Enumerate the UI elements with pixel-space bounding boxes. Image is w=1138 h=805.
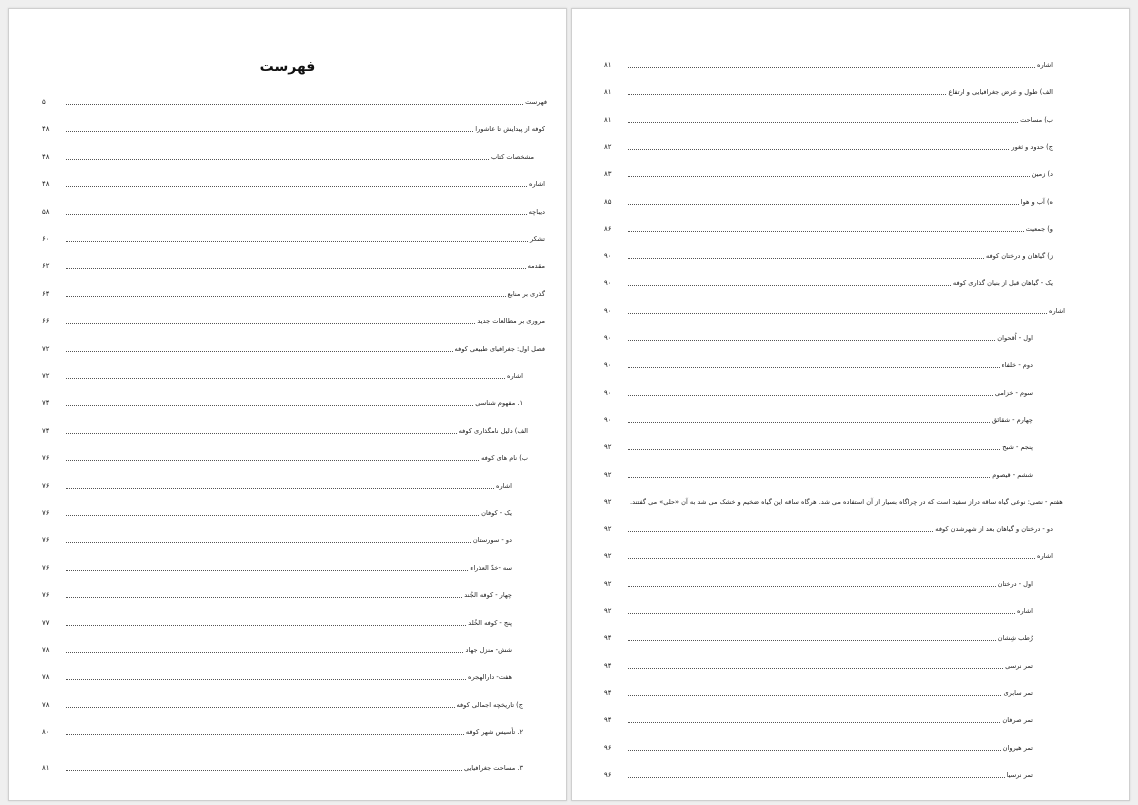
toc-entry[interactable] xyxy=(42,422,528,436)
dotted-leader xyxy=(66,131,473,132)
dotted-leader xyxy=(628,695,1001,696)
toc-entry[interactable] xyxy=(604,329,1033,343)
toc-entry[interactable] xyxy=(42,449,528,463)
toc-page-number: ۵۸ xyxy=(42,207,50,216)
toc-entry-label: چهار - کوفه الجُند xyxy=(464,591,512,600)
toc-page-number: ۶۲ xyxy=(42,262,50,271)
toc-page-number: ۹۴ xyxy=(604,688,612,697)
dotted-leader xyxy=(66,268,526,269)
toc-entry-label: پنج - کوفه الخُلد xyxy=(468,618,512,627)
toc-page-number: ۹۲ xyxy=(604,607,612,615)
toc-entry-label: اشاره xyxy=(528,180,545,189)
dotted-leader xyxy=(628,395,993,396)
toc-entry-label: اول - درختان xyxy=(997,579,1033,588)
toc-entry[interactable] xyxy=(604,493,1063,507)
toc-entry[interactable] xyxy=(42,175,545,189)
toc-page-number: ۷۶ xyxy=(42,536,50,545)
dotted-leader xyxy=(66,351,453,352)
toc-entry[interactable] xyxy=(604,547,1053,561)
dotted-leader xyxy=(66,186,527,187)
toc-entry-label: اشاره xyxy=(1036,61,1053,69)
dotted-leader xyxy=(66,214,527,215)
toc-page-number: ۸۱ xyxy=(604,61,612,69)
dotted-leader xyxy=(628,777,1005,778)
dotted-leader xyxy=(66,378,505,379)
dotted-leader xyxy=(628,750,1001,751)
dotted-leader xyxy=(66,570,468,571)
toc-entry-label: ج) حدود و ثغور xyxy=(1011,142,1053,151)
toc-entry-label: رُطب شِشان xyxy=(997,634,1033,643)
toc-entry[interactable] xyxy=(42,559,512,573)
dotted-leader xyxy=(628,613,1015,614)
toc-entry-label: ز) گیاهان و درختان کوفه xyxy=(985,252,1053,261)
dotted-leader xyxy=(66,159,489,160)
dotted-leader xyxy=(628,204,1019,205)
dotted-leader xyxy=(628,367,1000,368)
dotted-leader xyxy=(66,433,457,434)
toc-entry[interactable] xyxy=(42,759,523,773)
toc-entry-label: مقدمه xyxy=(527,262,545,271)
dotted-leader xyxy=(66,770,462,771)
toc-entry-label: ششم - قیصوم xyxy=(992,470,1033,479)
toc-page-number: ۹۶ xyxy=(604,770,612,779)
toc-entry-label: تمر نرسیا xyxy=(1006,770,1033,779)
toc-page-number: ۶۶ xyxy=(42,317,50,326)
toc-entry-label: اشاره xyxy=(1048,306,1065,315)
toc-entry[interactable] xyxy=(604,56,1053,70)
toc-page-number: ۹۴ xyxy=(604,661,612,670)
toc-entry-label: تمر سابری xyxy=(1003,688,1033,697)
toc-entry-label: دو - سورستان xyxy=(472,536,512,545)
toc-entry[interactable] xyxy=(604,739,1033,753)
toc-entry[interactable] xyxy=(42,394,523,408)
toc-page-number: ۷۴ xyxy=(42,426,50,435)
toc-entry[interactable] xyxy=(42,641,512,655)
dotted-leader xyxy=(628,722,1000,723)
dotted-leader xyxy=(66,542,471,543)
toc-entry[interactable] xyxy=(42,367,523,381)
toc-entry[interactable] xyxy=(604,766,1033,780)
dotted-leader xyxy=(66,296,506,297)
dotted-leader xyxy=(628,94,946,95)
toc-page-number: ۴۸ xyxy=(42,125,50,134)
toc-entry[interactable] xyxy=(604,629,1033,643)
dotted-leader xyxy=(628,668,1003,669)
toc-entry-label: دیباچه xyxy=(528,207,545,216)
toc-entry[interactable] xyxy=(42,203,545,217)
toc-entry-label: مشخصات کتاب xyxy=(490,152,534,161)
toc-entry-label: ۳. مساحت جغرافیایی xyxy=(463,763,523,772)
toc-entry[interactable] xyxy=(42,148,534,162)
toc-entry[interactable] xyxy=(604,220,1053,234)
toc-entry[interactable] xyxy=(42,257,545,271)
dotted-leader xyxy=(628,340,995,341)
toc-entry-label: مروری بر مطالعات جدید xyxy=(477,317,545,326)
dotted-leader xyxy=(628,531,933,532)
toc-entry[interactable] xyxy=(604,684,1033,698)
toc-entry[interactable] xyxy=(42,696,523,710)
toc-entry-label: اشاره xyxy=(506,372,523,380)
toc-page-number: ۹۲ xyxy=(604,552,612,561)
toc-entry[interactable] xyxy=(604,111,1053,125)
toc-page-number: ۷۲ xyxy=(42,344,50,353)
dotted-leader xyxy=(628,640,996,641)
toc-entry-label: هفت- دارالهجره xyxy=(468,673,512,682)
toc-entry-label: اول - اُقحوان xyxy=(997,334,1033,342)
dotted-leader xyxy=(66,707,455,708)
toc-entry[interactable] xyxy=(604,520,1053,534)
toc-entry[interactable] xyxy=(604,575,1033,589)
toc-entry[interactable] xyxy=(42,230,545,244)
toc-entry[interactable] xyxy=(604,138,1053,152)
toc-entry[interactable] xyxy=(42,668,512,682)
toc-page-number: ۹۰ xyxy=(604,334,612,342)
toc-page-number: ۹۲ xyxy=(604,579,612,588)
dotted-leader xyxy=(628,231,1024,232)
toc-page-number: ۸۱ xyxy=(604,88,612,97)
dotted-leader xyxy=(66,679,466,680)
toc-page-number: ۷۶ xyxy=(42,591,50,600)
toc-entry-label: ه) آب و هوا xyxy=(1020,197,1053,206)
toc-entry-label: الف) دلیل نامگذاری کوفه xyxy=(458,426,528,435)
toc-entry-label: شش- منزل جهاد xyxy=(465,646,512,654)
dotted-leader xyxy=(66,488,494,489)
dotted-leader xyxy=(66,460,479,461)
toc-page-number: ۹۶ xyxy=(604,743,612,752)
toc-entry[interactable] xyxy=(42,723,523,737)
dotted-leader xyxy=(66,104,523,105)
toc-page-number: ۹۴ xyxy=(604,634,612,643)
page-title: فهرست xyxy=(259,59,316,75)
toc-page-number: ۷۴ xyxy=(42,399,50,408)
toc-entry-label: اشاره xyxy=(1036,552,1053,561)
toc-entry[interactable] xyxy=(604,711,1033,725)
toc-page-right xyxy=(571,8,1130,801)
dotted-leader xyxy=(628,422,990,423)
toc-entry[interactable] xyxy=(604,165,1053,179)
toc-page-number: ۸۲ xyxy=(604,142,612,151)
toc-entry-label: پنجم - شیح xyxy=(1002,443,1033,452)
dotted-leader xyxy=(628,477,990,478)
dotted-leader xyxy=(66,515,479,516)
toc-entry-label: د) زمین xyxy=(1031,170,1053,179)
toc-entry[interactable] xyxy=(604,602,1033,616)
toc-entry[interactable] xyxy=(42,120,545,134)
toc-page-number: ۷۸ xyxy=(42,673,50,682)
toc-entry-label: اشاره xyxy=(495,481,512,490)
toc-entry-label: یک - کوفان xyxy=(481,509,512,517)
dotted-leader xyxy=(66,405,473,406)
toc-entry[interactable] xyxy=(42,614,512,628)
dotted-leader xyxy=(628,122,1018,123)
toc-entry[interactable] xyxy=(42,477,512,491)
toc-page-number: ۹۰ xyxy=(604,306,612,315)
toc-page-left xyxy=(8,8,567,801)
toc-page-number: ۹۲ xyxy=(604,525,612,534)
toc-entry-label: فصل اول: جغرافیای طبیعی کوفه xyxy=(454,344,545,353)
dotted-leader xyxy=(66,597,462,598)
toc-page-number: ۴۸ xyxy=(42,180,50,189)
toc-entry[interactable] xyxy=(604,83,1053,97)
toc-page-number: ۷۸ xyxy=(42,700,50,709)
toc-entry[interactable] xyxy=(42,586,512,600)
toc-entry-label: دو - درختان و گیاهان بعد از شهرشدن کوفه xyxy=(935,525,1053,534)
dotted-leader xyxy=(628,285,951,286)
toc-page-number: ۹۲ xyxy=(604,470,612,479)
toc-entry-label: اشاره xyxy=(1016,607,1033,615)
toc-entry[interactable] xyxy=(604,356,1033,370)
toc-page-number: ۵ xyxy=(42,98,46,106)
toc-entry[interactable] xyxy=(604,466,1033,480)
dotted-leader xyxy=(66,652,463,653)
toc-entry[interactable] xyxy=(42,504,512,518)
toc-page-number: ۶۰ xyxy=(42,235,50,243)
dotted-leader xyxy=(66,734,464,735)
toc-entry-label: ب) مساحت xyxy=(1020,115,1053,124)
toc-entry-label: تشکر xyxy=(530,235,545,243)
toc-entry-label: کوفه از پیدایش تا عاشورا xyxy=(475,125,545,134)
toc-entry[interactable] xyxy=(604,193,1053,207)
toc-page-number: ۹۲ xyxy=(604,443,612,452)
toc-entry-label: تمر هیروان xyxy=(1002,743,1033,752)
toc-page-number: ۸۶ xyxy=(604,224,612,233)
toc-page-number: ۴۸ xyxy=(42,152,50,161)
toc-entry-label: هفتم - نصی: نوعی گیاه ساقه دراز سفید است که در چراگاه بسیار از آن استفاده می شد. هرگاه ساقه این گیاه ضخیم و خشک می شد به آن «حلی» می گفتند. xyxy=(630,497,1063,506)
toc-entry[interactable] xyxy=(42,340,545,354)
toc-page-number: ۸۰ xyxy=(42,728,50,737)
toc-page-number: ۷۶ xyxy=(42,563,50,572)
dotted-leader xyxy=(628,176,1030,177)
toc-entry[interactable] xyxy=(604,302,1065,316)
toc-entry[interactable] xyxy=(42,531,512,545)
toc-entry[interactable] xyxy=(604,384,1033,398)
dotted-leader xyxy=(628,558,1035,559)
toc-entry[interactable] xyxy=(604,411,1033,425)
dotted-leader xyxy=(628,149,1009,150)
dotted-leader xyxy=(628,586,996,587)
toc-entry[interactable] xyxy=(604,247,1053,261)
dotted-leader xyxy=(628,449,1000,450)
toc-entry-label: دوم - خلفاء xyxy=(1001,361,1033,370)
dotted-leader xyxy=(66,241,528,242)
toc-entry[interactable] xyxy=(42,285,545,299)
toc-entry[interactable] xyxy=(604,274,1053,288)
toc-entry-label: سوم - خزامی xyxy=(994,388,1033,397)
toc-page-number: ۸۱ xyxy=(604,115,612,124)
toc-entry-label: فهرست xyxy=(525,98,547,106)
toc-entry-label: تمر نرسی xyxy=(1005,661,1033,670)
toc-page-number: ۹۰ xyxy=(604,388,612,397)
toc-entry[interactable] xyxy=(42,312,545,326)
toc-entry-label: گذری بر منابع xyxy=(507,289,545,298)
toc-page-number: ۹۰ xyxy=(604,361,612,370)
toc-page-number: ۷۲ xyxy=(42,372,50,380)
toc-page-number: ۹۰ xyxy=(604,279,612,288)
toc-page-number: ۷۷ xyxy=(42,618,50,627)
toc-page-number: ۷۶ xyxy=(42,509,50,517)
toc-page-number: ۸۵ xyxy=(604,197,612,206)
toc-page-number: ۸۱ xyxy=(42,763,50,772)
toc-page-number: ۸۳ xyxy=(604,170,612,179)
dotted-leader xyxy=(628,313,1047,314)
toc-entry-label: ۱. مفهوم شناسی xyxy=(475,399,523,408)
toc-page-number: ۷۶ xyxy=(42,481,50,490)
toc-entry-label: یک - گیاهان قبل از بنیان گذاری کوفه xyxy=(952,279,1053,288)
toc-entry-label: ۲. تأسیس شهر کوفه xyxy=(465,728,523,737)
dotted-leader xyxy=(66,323,475,324)
dotted-leader xyxy=(66,625,466,626)
toc-entry-label: چهارم - شقائق xyxy=(991,415,1033,424)
toc-page-number: ۹۰ xyxy=(604,252,612,261)
dotted-leader xyxy=(628,258,984,259)
toc-page-number: ۷۶ xyxy=(42,454,50,463)
toc-page-number: ۹۲ xyxy=(604,497,612,506)
toc-entry-label: ج) تاریخچه اجمالی کوفه xyxy=(456,700,523,709)
toc-page-number: ۹۴ xyxy=(604,716,612,725)
toc-entry-label: ب) نام های کوفه xyxy=(481,454,528,463)
dotted-leader xyxy=(628,67,1035,68)
toc-entry-label: سه -خدّ العذراء xyxy=(470,563,512,572)
toc-entry[interactable] xyxy=(604,438,1033,452)
toc-entry[interactable] xyxy=(42,93,547,107)
toc-entry-label: الف) طول و عرض جغرافیایی و ارتفاع xyxy=(948,88,1053,97)
toc-entry-label: تمر صرفان xyxy=(1002,716,1033,725)
toc-entry-label: و) جمعیت xyxy=(1025,224,1053,233)
toc-page-number: ۷۸ xyxy=(42,646,50,654)
toc-page-number: ۶۴ xyxy=(42,289,50,298)
toc-page-number: ۹۰ xyxy=(604,415,612,424)
toc-entry[interactable] xyxy=(604,657,1033,671)
